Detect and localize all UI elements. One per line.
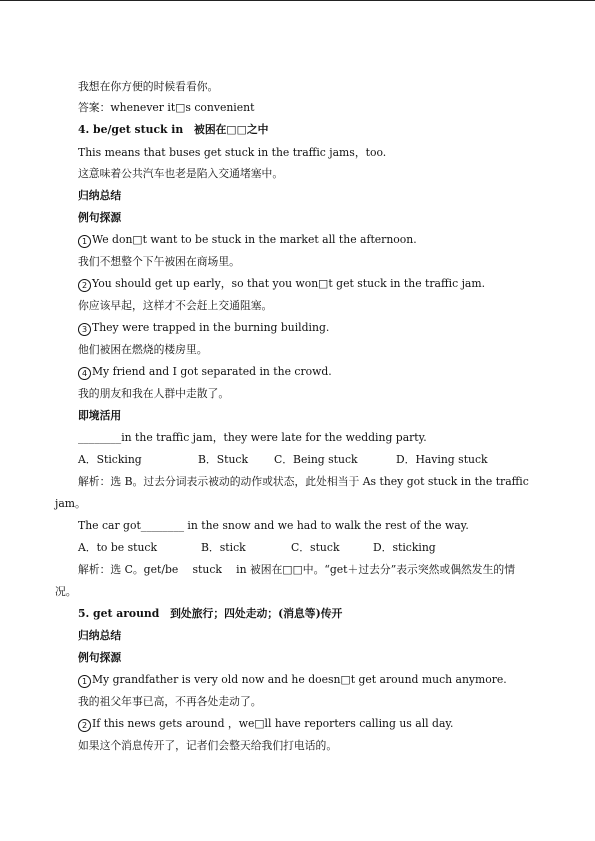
line-text: 这意味着公共汽车也老是陷入交通堵塞中。 [78,167,284,180]
line-text: 如果这个消息传开了，记者们会整天给我们打电话的。 [78,739,338,752]
line-text: 我的朋友和我在人群中走散了。 [78,387,230,400]
line-text: 他们被困在燃烧的楼房里。 [78,343,208,356]
text-line [78,343,208,357]
line-text: 我想在你方便的时候看看你。 [78,80,219,93]
line-text: 归纳总结 [78,629,122,642]
heading-line [78,189,121,203]
line-text: 解析：选 B。过去分词表示被动的动作或状态，此处相当于 As they got stuck in the traffic [78,475,529,488]
text-line [78,717,453,732]
text-line [78,299,272,313]
heading-line [78,651,121,665]
line-text: jam。 [55,497,86,510]
option-b: B．stick [201,541,246,554]
text-line [78,255,240,269]
answer-blank: ________ [78,431,122,444]
line-text: 你应该早起，这样才不会赶上交通阻塞。 [78,299,273,312]
line-text: 况。 [55,585,77,598]
line-text: 我们不想整个下午被困在商场里。 [78,255,240,268]
option-a: A．to be stuck [78,541,158,554]
option-d: D．Having stuck [396,453,488,466]
text-line [78,673,507,688]
heading-line [78,607,342,621]
text-line [78,233,417,248]
line-text: 4. be/get stuck in 被困在□□之中 [78,123,269,136]
heading-line [78,123,268,137]
text-line [78,739,337,753]
line-text: 5. get around 到处旅行；四处走动；(消息等)传开 [78,607,343,620]
text-line [78,519,469,533]
item-number-circle: 2 [78,719,91,732]
text-line [78,563,515,577]
text-line [78,101,254,115]
line-text: We don□t want to be stuck in the market all the afternoon. [92,233,417,246]
text-line [78,80,218,94]
text-line [78,365,332,380]
line-text: They were trapped in the burning building. [92,321,330,334]
text-line [78,387,229,401]
line-text: 即境活用 [78,409,122,422]
item-number-circle: 2 [78,279,91,292]
item-number-circle: 3 [78,323,91,336]
option-d: D．sticking [373,541,436,554]
text-line [78,277,485,292]
line-text: 答案：whenever it□s convenient [78,101,255,114]
text-line [55,497,86,511]
text-line [78,431,427,445]
item-number-circle: 1 [78,235,91,248]
line-text: 例句探源 [78,651,122,664]
text-line [78,167,283,181]
option-b: B．Stuck [198,453,249,466]
line-text: 我的祖父年事已高，不再各处走动了。 [78,695,262,708]
line-text: 例句探源 [78,211,122,224]
line-text: 解析：选 C。get/be stuck in 被困在□□中。“get＋过去分”表示突然或偶然发生的情 [78,563,515,576]
heading-line [78,629,121,643]
line-text: in the traffic jam，they were late for the wedding party. [121,431,427,444]
text-line [78,475,529,489]
text-line [78,146,386,160]
item-number-circle: 1 [78,675,91,688]
text-line [78,695,262,709]
text-line [55,585,77,599]
line-text: My grandfather is very old now and he doesn□t get around much anymore. [92,673,507,686]
heading-line [78,211,121,225]
heading-line [78,409,121,423]
line-text: This means that buses get stuck in the traffic jams，too. [78,146,387,159]
option-c: C．Being stuck [274,453,358,466]
line-text: If this news gets around ，we□ll have reporters calling us all day. [92,717,454,730]
option-c: C．stuck [291,541,340,554]
line-text: You should get up early，so that you won□t get stuck in the traffic jam. [92,277,486,290]
option-a: A．Sticking [78,453,142,466]
text-line [78,321,329,336]
line-text: 归纳总结 [78,189,122,202]
line-text: My friend and I got separated in the crowd. [92,365,332,378]
line-text: The car got________ in the snow and we had to walk the rest of the way. [78,519,469,532]
item-number-circle: 4 [78,367,91,380]
